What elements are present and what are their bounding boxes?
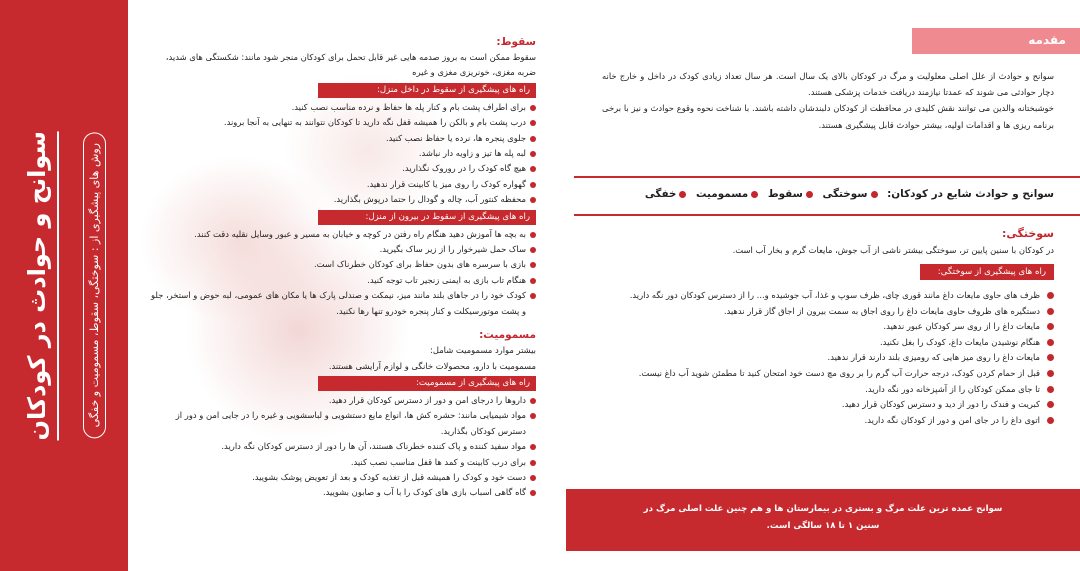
burn-intro: در کودکان با سنین پایین تر، سوختگی بیشتر ناشی از آب جوش، مایعات گرم و بخار آب است. [732, 245, 1054, 255]
burn-section [584, 226, 1054, 428]
bullet-dot-icon [806, 191, 813, 198]
spine-title-wrap [18, 20, 64, 551]
list-item: مواد سفید کننده و پاک کننده خطرناک هستند، آن ها را دور از دسترس کودکان نگه دارید. [146, 439, 536, 454]
list-item: محفظه کنتور آب، چاله و گودال را حتما درپوش بگذارید. [146, 192, 536, 207]
burn-bar: راه های پیشگیری از سوختگی: [920, 264, 1054, 280]
list-item: مواد شیمیایی مانند: حشره کش ها، انواع مایع دستشویی و لباسشویی و غیره را در جایی امن و دور از دسترس کودکان بگذارید. [146, 408, 536, 439]
burn-list [584, 288, 1054, 428]
burn-title: سوختگی: [1001, 227, 1054, 240]
fall-indoor-list [146, 100, 536, 208]
list-item: برای درب کابینت و کمد ها قفل مناسب نصب کنید. [146, 455, 536, 470]
list-item: کودک خود را در جاهای بلند مانند میز، نیمکت و صندلی پارک ها یا مکان های عمومی، لبه حوض و استخر، جلو و پشت موتورسیکلت و کنار پنجره خودرو تنها رها نکنید. [146, 288, 536, 319]
footer-callout [566, 489, 1080, 551]
list-item: دست خود و کودک را همیشه قبل از تغذیه کودک و بعد از تعویض پوشک بشویید. [146, 470, 536, 485]
list-item: به بچه ها آموزش دهید هنگام راه رفتن در کوچه و خیابان به مسیر و عبور وسایل نقلیه دقت کنند. [146, 227, 536, 242]
divider-bottom [574, 214, 1080, 216]
fall-indoor-bar: راه های پیشگیری از سقوط در داخل منزل: [318, 83, 536, 98]
fall-outdoor-bar: راه های پیشگیری از سقوط در بیرون از منزل: [318, 210, 536, 225]
list-item: بازی با سرسره های بدون حفاظ برای کودکان خطرناک است. [146, 257, 536, 272]
list-item: هیچ گاه کودک را در روروک نگذارید. [146, 161, 536, 176]
poison-title: مسمومیت: [479, 329, 536, 342]
list-item: هنگام تاب بازی به ایمنی زنجیر تاب توجه کنید. [146, 273, 536, 288]
divider-top [574, 176, 1080, 178]
list-item: جلوی پنجره ها، نرده یا حفاظ نصب کنید. [146, 131, 536, 146]
poison-list [146, 393, 536, 501]
footer-line-2: سنین ۱ تا ۱۸ سالگی است. [766, 521, 880, 531]
spine-subtitle-wrap [74, 20, 114, 551]
fall-intro: سقوط ممکن است به بروز صدمه هایی غیر قابل تحمل برای کودکان منجر شود مانند: شکستگی های شدید، ضربه مغزی، خونریزی مغزی و غیره [165, 52, 536, 78]
list-item: لبه پله ها تیز و زاویه دار نباشد. [146, 146, 536, 161]
list-item: قبل از حمام کردن کودک، درجه حرارت آب گرم را بر روی مچ دست خود امتحان کنید تا مطمئن شوید آب داغ نیست. [584, 366, 1054, 382]
list-item: گاه گاهی اسباب بازی های کودک را با آب و صابون بشویید. [146, 485, 536, 500]
list-item: اتوی داغ را در جای امن و دور از کودکان نگه دارید. [584, 413, 1054, 429]
common-item: خفگی [645, 188, 687, 200]
list-item: هنگام نوشیدن مایعات داغ، کودک را بغل نکنید. [584, 335, 1054, 351]
spine-title: سوانح و حوادث در کودکان [23, 131, 59, 440]
intro-tab: مقدمه [912, 28, 1080, 54]
poison-bar: راه های پیشگیری از مسمومیت: [318, 376, 536, 391]
bullet-dot-icon [871, 191, 878, 198]
list-item: ظرف های حاوی مایعات داغ مانند قوری چای، ظرف سوپ و غذا، آب جوشیده و... را از دسترس کودکان دور نگه دارید. [584, 288, 1054, 304]
list-item: مایعات داغ را از روی سر کودکان عبور ندهید. [584, 319, 1054, 335]
list-item: درب پشت بام و بالکن را همیشه قفل نگه دارید تا کودکان نتوانند به تنهایی به آنجا بروند. [146, 115, 536, 130]
list-item: ساک حمل شیرخوار را از زیر ساک بگیرید. [146, 242, 536, 257]
fall-outdoor-list [146, 227, 536, 319]
common-accidents [645, 188, 1054, 200]
list-item: داروها را درجای امن و دور از دسترس کودکان قرار دهید. [146, 393, 536, 408]
poison-intro-1: بیشتر موارد مسمومیت شامل: [430, 345, 536, 356]
right-panel [556, 0, 1080, 571]
common-item: مسمومیت [696, 188, 758, 200]
list-item: تا جای ممکن کودکان را از آشپزخانه دور نگه دارید. [584, 382, 1054, 398]
intro-paragraph-2: خوشبختانه والدین می توانند نقش کلیدی در محافظت از کودکان دلبندشان داشته باشند. با شناخت نحوه وقوع حوادث و نیز با برخی برنامه ریزی ها و اقدامات اولیه، بیشتر حوادث قابل پیشگیری هستند. [602, 103, 1054, 130]
fall-title: سقوط: [496, 36, 536, 48]
list-item: مایعات داغ را روی میز هایی که رومیزی بلند دارند قرار ندهید. [584, 350, 1054, 366]
bullet-dot-icon [751, 191, 758, 198]
common-item: سقوط [768, 188, 813, 200]
poison-intro-2: مسمومیت با دارو، محصولات خانگی و لوازم آرایشی هستند. [328, 360, 536, 371]
common-item: سوختگی [822, 188, 877, 200]
middle-content [146, 34, 536, 501]
intro-paragraph-1: سوانح و حوادث از علل اصلی معلولیت و مرگ در کودکان بالای یک سال است. هر سال تعداد زیادی کودک در داخل و خارج خانه دچار حوادثی می شوند که عمدتا نیازمند دریافت خدمات پزشکی هستند. [602, 71, 1054, 98]
common-label: سوانح و حوادث شایع در کودکان: [887, 188, 1054, 200]
spine-subtitle: روش های پیشگیری از : سوختگی، سقوط، مسمومیت و خفگی [83, 132, 106, 438]
bullet-dot-icon [679, 191, 686, 198]
footer-line-1: سوانح عمده ترین علت مرگ و بستری در بیمارستان ها و هم چنین علت اصلی مرگ در [643, 504, 1003, 514]
list-item: کبریت و فندک را دور از دید و دسترس کودکان قرار دهید. [584, 397, 1054, 413]
list-item: گهواره کودک را روی میز یا کابینت قرار ندهید. [146, 177, 536, 192]
list-item: برای اطراف پشت بام و کنار پله ها حفاظ و نرده مناسب نصب کنید. [146, 100, 536, 115]
middle-panel [128, 0, 556, 571]
side-spine [0, 0, 128, 571]
intro-text [602, 68, 1054, 133]
list-item: دستگیره های ظروف حاوی مایعات داغ را روی اجاق به سمت بیرون از اجاق گاز قرار ندهید. [584, 304, 1054, 320]
